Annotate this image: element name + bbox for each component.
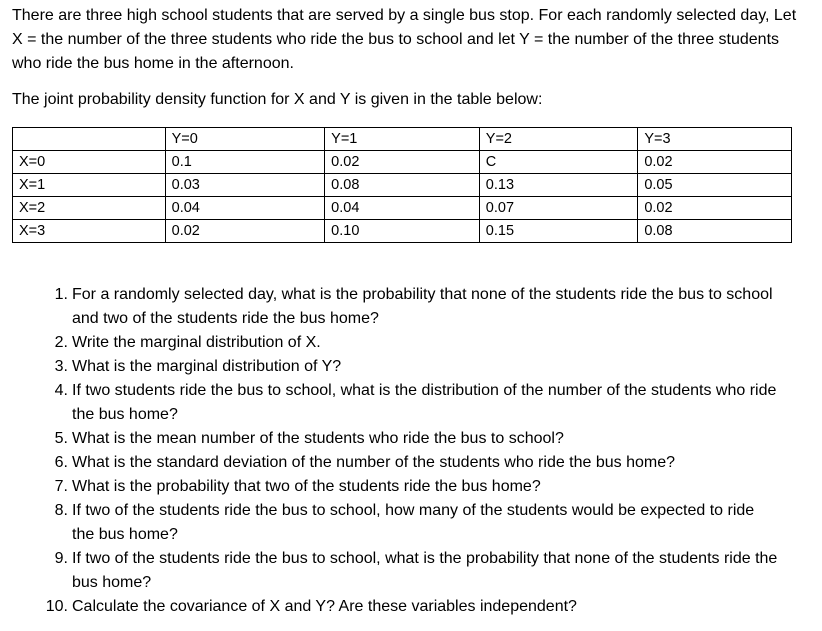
table-row — [13, 220, 792, 243]
question-number: 7. — [54, 478, 68, 495]
intro-paragraph: There are three high school students that are served by a single bus stop. For each randomly selected day, Let X = the number of the three students who ride the bus to school and let Y = the number of the three students who ride the bus home in the afternoon. — [12, 7, 797, 72]
table-cell: 0.02 — [165, 220, 325, 243]
question-text: Calculate the covariance of X and Y? Are these variables independent? — [72, 598, 577, 615]
question-item — [0, 595, 780, 619]
table-intro-paragraph: The joint probability density function for X and Y is given in the table below: — [12, 91, 543, 108]
table-cell: 0.04 — [325, 197, 480, 220]
table-header-cell: Y=1 — [325, 128, 480, 151]
table-header-cell: Y=0 — [165, 128, 325, 151]
question-text: If two students ride the bus to school, what is the distribution of the number of the students who ride the bus home? — [72, 382, 777, 423]
question-text: What is the mean number of the students who ride the bus to school? — [72, 430, 564, 447]
question-item — [0, 499, 780, 547]
table-cell: 0.02 — [638, 151, 792, 174]
table-header-cell: Y=2 — [479, 128, 638, 151]
question-item — [0, 355, 780, 379]
question-item — [0, 547, 780, 595]
table-cell: 0.08 — [325, 174, 480, 197]
question-item — [0, 475, 780, 499]
question-text: What is the probability that two of the students ride the bus home? — [72, 478, 541, 495]
table-cell: 0.13 — [479, 174, 638, 197]
table-cell: 0.07 — [479, 197, 638, 220]
question-number: 2. — [54, 334, 68, 351]
question-item — [0, 283, 780, 331]
table-cell: 0.02 — [638, 197, 792, 220]
question-list — [0, 283, 780, 619]
table-row — [13, 151, 792, 174]
table-cell: 0.10 — [325, 220, 480, 243]
table-cell: 0.02 — [325, 151, 480, 174]
table-header-row — [13, 128, 792, 151]
question-number: 1. — [54, 286, 68, 303]
question-text: For a randomly selected day, what is the probability that none of the students ride the bus to school and two of the students ride the bus home? — [72, 286, 773, 327]
question-item — [0, 451, 780, 475]
question-number: 9. — [54, 550, 68, 567]
table-header-cell: Y=3 — [638, 128, 792, 151]
question-text: If two of the students ride the bus to school, what is the probability that none of the students ride the bus home? — [72, 550, 778, 591]
table-row — [13, 197, 792, 220]
question-item — [0, 379, 780, 427]
question-number: 8. — [54, 502, 68, 519]
question-number: 4. — [54, 382, 68, 399]
table-cell: 0.03 — [165, 174, 325, 197]
question-number: 3. — [54, 358, 68, 375]
table-row-label: X=1 — [13, 174, 166, 197]
table-cell: 0.08 — [638, 220, 792, 243]
table-row-label: X=0 — [13, 151, 166, 174]
table-cell: 0.15 — [479, 220, 638, 243]
table-cell: 0.1 — [165, 151, 325, 174]
table-cell: C — [479, 151, 638, 174]
table-cell: 0.05 — [638, 174, 792, 197]
question-text: Write the marginal distribution of X. — [72, 334, 321, 351]
question-item — [0, 331, 780, 355]
table-cell: 0.04 — [165, 197, 325, 220]
question-text: What is the marginal distribution of Y? — [72, 358, 342, 375]
question-text: What is the standard deviation of the number of the students who ride the bus home? — [72, 454, 676, 471]
table-row — [13, 174, 792, 197]
question-item — [0, 427, 780, 451]
question-number: 10. — [45, 598, 68, 615]
question-text: If two of the students ride the bus to school, how many of the students would be expected to ride the bus home? — [72, 502, 755, 543]
table-row-label: X=3 — [13, 220, 166, 243]
joint-probability-table — [12, 127, 792, 243]
question-number: 6. — [54, 454, 68, 471]
table-row-label: X=2 — [13, 197, 166, 220]
question-number: 5. — [54, 430, 68, 447]
table-header-cell — [13, 128, 166, 151]
